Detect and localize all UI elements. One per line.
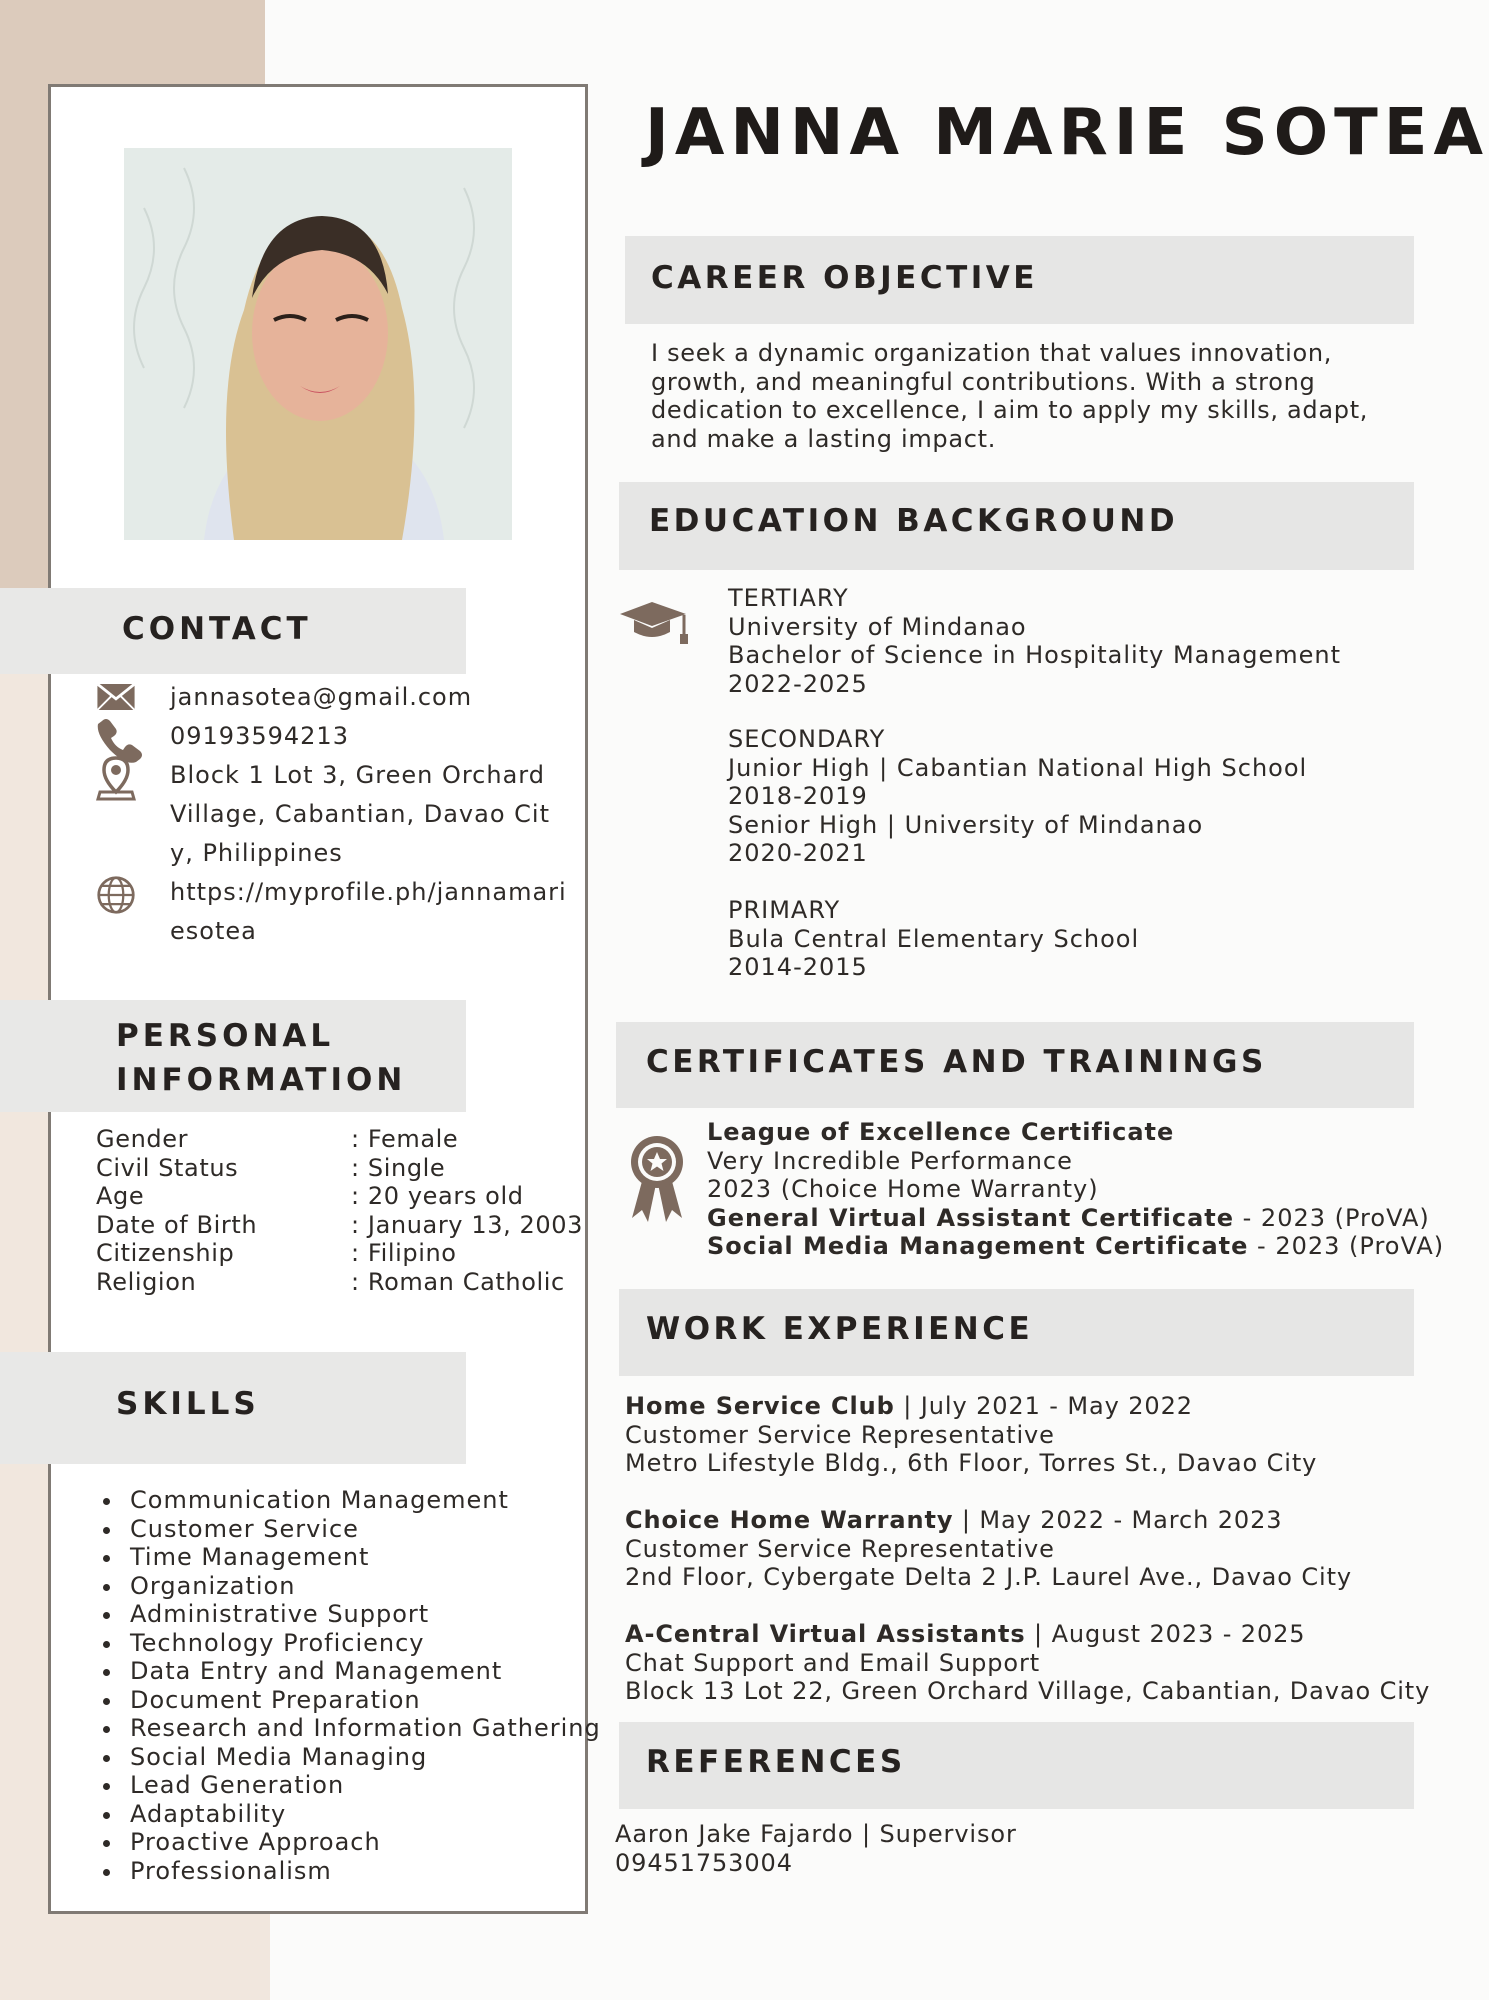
skill-item: • Document Preparation [124, 1686, 601, 1715]
personal-heading [116, 1014, 406, 1102]
age-value: : 20 years old [351, 1182, 524, 1211]
job-2-location: 2nd Floor, Cybergate Delta 2 J.P. Laurel Ave., Davao City [625, 1563, 1353, 1591]
personal-heading-line1: PERSONAL [116, 1018, 335, 1054]
gender-label: Gender [96, 1125, 189, 1153]
certificates-heading: CERTIFICATES AND TRAININGS [646, 1044, 1267, 1080]
citizenship-label: Citizenship [96, 1239, 235, 1268]
skill-item: • Technology Proficiency [124, 1629, 601, 1658]
skill-item: • Social Media Managing [124, 1743, 601, 1772]
full-name-title: JANNA MARIE SOTEA [645, 96, 1489, 170]
objective-line: and make a lasting impact. [651, 424, 997, 453]
contact-address [96, 756, 556, 873]
website-link[interactable]: https://myprofile.ph/jannamariesotea [170, 878, 567, 945]
tertiary-degree: Bachelor of Science in Hospitality Management [728, 641, 1342, 669]
skill-item: • Customer Service [124, 1515, 601, 1544]
job-1-period: | July 2021 - May 2022 [894, 1392, 1193, 1420]
job-2-role: Customer Service Representative [625, 1534, 1055, 1563]
date-of-birth-label: Date of Birth [96, 1210, 258, 1239]
job-1-company: Home Service Club [625, 1392, 895, 1420]
objective-line: dedication to excellence, I aim to apply my skills, adapt, [651, 396, 1369, 424]
globe-icon [96, 873, 136, 917]
secondary-junior-years: 2018-2019 [728, 782, 868, 810]
skill-item: • Data Entry and Management [124, 1657, 601, 1686]
skill-item: • Communication Management [124, 1486, 601, 1515]
skill-item: • Administrative Support [124, 1600, 601, 1629]
certificate-3 [707, 1232, 1444, 1261]
gender-value: : Female [351, 1125, 459, 1153]
secondary-level: SECONDARY [728, 725, 886, 753]
skills-heading: SKILLS [116, 1386, 260, 1422]
skill-item: • Time Management [124, 1543, 601, 1572]
job-3-period: | August 2023 - 2025 [1025, 1620, 1306, 1648]
religion-label: Religion [96, 1268, 197, 1296]
profile-photo [124, 148, 512, 540]
civil-status-value: : Single [351, 1153, 446, 1182]
certificate-3-detail: - 2023 (ProVA) [1248, 1232, 1445, 1260]
tertiary-level: TERTIARY [728, 584, 849, 612]
certificate-3-title: Social Media Management Certificate [707, 1232, 1249, 1260]
skill-item: • Proactive Approach [124, 1828, 601, 1857]
job-1-role: Customer Service Representative [625, 1420, 1055, 1449]
education-tertiary [728, 584, 1341, 698]
contact-phone [96, 717, 556, 756]
reference-person: Aaron Jake Fajardo | Supervisor [615, 1820, 1017, 1848]
reference-phone: 09451753004 [615, 1848, 793, 1877]
reference-entry [615, 1820, 1017, 1877]
certificate-1-title: League of Excellence Certificate [707, 1118, 1175, 1146]
location-pin-icon [96, 756, 136, 800]
work-job-3 [625, 1620, 1430, 1706]
references-heading: REFERENCES [646, 1744, 906, 1780]
objective-heading: CAREER OBJECTIVE [651, 260, 1038, 296]
objective-paragraph [651, 339, 1368, 453]
work-job-2 [625, 1506, 1352, 1592]
date-of-birth-value: : January 13, 2003 [351, 1210, 584, 1239]
primary-years: 2014-2015 [728, 953, 868, 981]
email-link[interactable]: jannasotea@gmail.com [170, 683, 473, 711]
award-ribbon-icon [626, 1134, 688, 1222]
job-3-company: A-Central Virtual Assistants [625, 1620, 1026, 1648]
contact-heading: CONTACT [122, 611, 312, 647]
religion-value: : Roman Catholic [351, 1268, 565, 1296]
phone-icon [96, 717, 136, 757]
job-1-location: Metro Lifestyle Bldg., 6th Floor, Torres St., Davao City [625, 1449, 1318, 1477]
secondary-senior: Senior High | University of Mindanao [728, 810, 1204, 839]
certificate-1-line3: 2023 (Choice Home Warranty) [707, 1175, 1099, 1203]
phone-number[interactable]: 09193594213 [170, 722, 349, 750]
contact-email [96, 678, 556, 717]
skill-item: • Research and Information Gathering [124, 1714, 601, 1743]
contact-website [96, 873, 567, 951]
skill-item: • Organization [124, 1572, 601, 1601]
education-secondary [728, 725, 1307, 868]
primary-school: Bula Central Elementary School [728, 924, 1140, 953]
certificate-1-line2: Very Incredible Performance [707, 1146, 1073, 1175]
age-label: Age [96, 1182, 145, 1211]
secondary-senior-years: 2020-2021 [728, 839, 868, 867]
graduation-cap-icon [618, 600, 690, 648]
address-text: Block 1 Lot 3, Green Orchard Village, Cabantian, Davao City, Philippines [170, 761, 550, 867]
education-heading: EDUCATION BACKGROUND [649, 503, 1179, 539]
skill-item: • Adaptability [124, 1800, 601, 1829]
education-primary [728, 896, 1139, 982]
tertiary-years: 2022-2025 [728, 669, 868, 698]
certificate-2-detail: - 2023 (ProVA) [1234, 1203, 1430, 1232]
certificate-2-title: General Virtual Assistant Certificate [707, 1203, 1235, 1232]
secondary-junior: Junior High | Cabantian National High School [728, 753, 1308, 782]
skill-item: • Professionalism [124, 1857, 601, 1886]
envelope-icon [96, 684, 136, 710]
work-job-1 [625, 1392, 1317, 1478]
skills-list [96, 1486, 601, 1885]
job-2-company: Choice Home Warranty [625, 1506, 954, 1534]
skill-item: • Lead Generation [124, 1771, 601, 1800]
civil-status-label: Civil Status [96, 1153, 239, 1182]
job-2-period: | May 2022 - March 2023 [953, 1506, 1283, 1534]
citizenship-value: : Filipino [351, 1239, 457, 1268]
tertiary-school: University of Mindanao [728, 612, 1027, 641]
job-3-role: Chat Support and Email Support [625, 1648, 1041, 1677]
job-3-location: Block 13 Lot 22, Green Orchard Village, Cabantian, Davao City [625, 1677, 1431, 1705]
objective-line: I seek a dynamic organization that values innovation, [651, 339, 1333, 367]
certificate-2 [707, 1204, 1430, 1233]
objective-line: growth, and meaningful contributions. With a strong [651, 367, 1316, 396]
personal-heading-line2: INFORMATION [116, 1062, 407, 1098]
primary-level: PRIMARY [728, 896, 841, 924]
certificate-1 [707, 1118, 1174, 1204]
work-heading: WORK EXPERIENCE [646, 1311, 1034, 1347]
